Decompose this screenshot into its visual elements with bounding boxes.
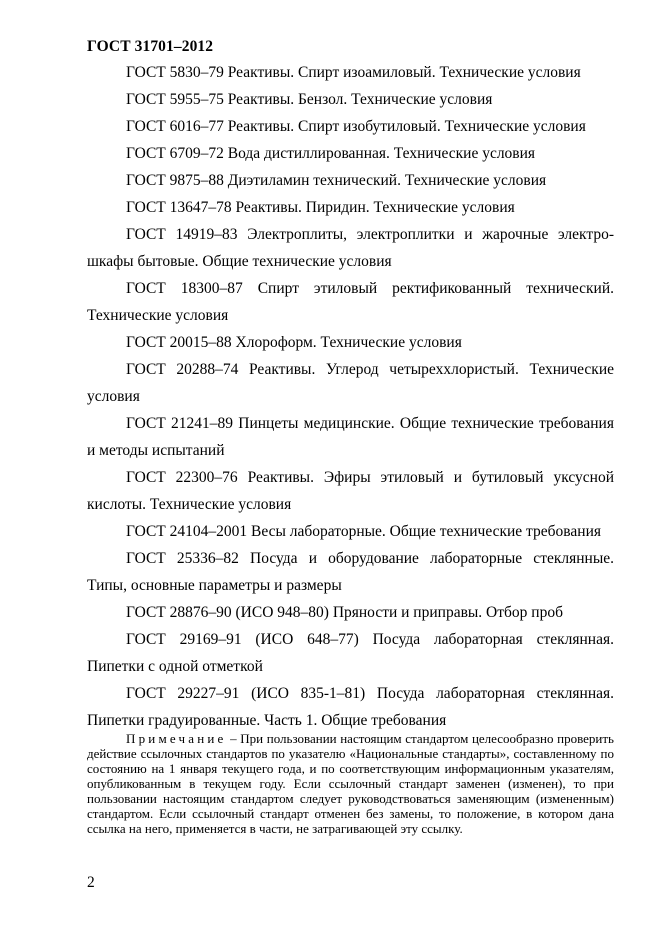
- document-header: ГОСТ 31701–2012: [87, 38, 214, 55]
- reference-item: ГОСТ 5830–79 Реактивы. Спирт изоамиловый. Технические условия: [126, 64, 581, 81]
- reference-item: ГОСТ 6709–72 Вода дистиллированная. Технические условия: [126, 145, 536, 162]
- reference-item: ГОСТ 21241–89 Пинцеты медицинские. Общие технические требования и методы испытаний: [87, 415, 614, 459]
- note-text: – При пользовании настоящим стандартом целесообразно проверить действие ссылочных стандартов по указателю «Национальные стандарты», составленному по состоянию на 1 января текущего года, и по соответствующим информационным указателям, опубликованным в текущем году. Если ссылочный стандарт заменен (изменен), то при пользовании настоящим стандартом следует руководствоваться заменяющим (измененным) стандартом. Если ссылочный стандарт отменен без замены, то положение, в котором дана ссылка на него, применяется в части, не затрагивающей эту ссылку.: [87, 731, 614, 836]
- reference-item: ГОСТ 20288–74 Реактивы. Углерод четыреххлористый. Технические условия: [87, 361, 614, 405]
- reference-item: ГОСТ 9875–88 Диэтиламин технический. Технические условия: [126, 172, 547, 189]
- reference-item: ГОСТ 29227–91 (ИСО 835-1–81) Посуда лабораторная стеклянная. Пипетки градуированные. Часть 1. Общие требования: [87, 685, 614, 729]
- normative-references-list: [87, 59, 614, 734]
- reference-item: ГОСТ 24104–2001 Весы лабораторные. Общие технические требования: [126, 523, 601, 540]
- reference-item: ГОСТ 29169–91 (ИСО 648–77) Посуда лабораторная стеклянная. Пипетки с одной отметкой: [87, 631, 614, 675]
- reference-item: ГОСТ 13647–78 Реактивы. Пиридин. Технические условия: [126, 199, 515, 216]
- reference-item: ГОСТ 25336–82 Посуда и оборудование лабораторные стеклянные. Типы, основные параметры и размеры: [87, 550, 614, 594]
- note-paragraph: [87, 731, 614, 836]
- note-label: Примечание: [126, 731, 227, 746]
- reference-item: ГОСТ 20015–88 Хлороформ. Технические условия: [126, 334, 462, 351]
- reference-item: ГОСТ 22300–76 Реактивы. Эфиры этиловый и бутиловый уксусной кислоты. Технические условия: [87, 469, 614, 513]
- reference-item: ГОСТ 18300–87 Спирт этиловый ректификованный технический. Технические условия: [87, 280, 614, 324]
- reference-item: ГОСТ 6016–77 Реактивы. Спирт изобутиловый. Технические условия: [126, 118, 586, 135]
- reference-item: ГОСТ 14919–83 Электроплиты, электроплитки и жарочные электро-шкафы бытовые. Общие технические условия: [87, 226, 614, 270]
- page-number: 2: [87, 874, 95, 891]
- reference-item: ГОСТ 28876–90 (ИСО 948–80) Пряности и приправы. Отбор проб: [126, 604, 563, 621]
- reference-item: ГОСТ 5955–75 Реактивы. Бензол. Технические условия: [126, 91, 493, 108]
